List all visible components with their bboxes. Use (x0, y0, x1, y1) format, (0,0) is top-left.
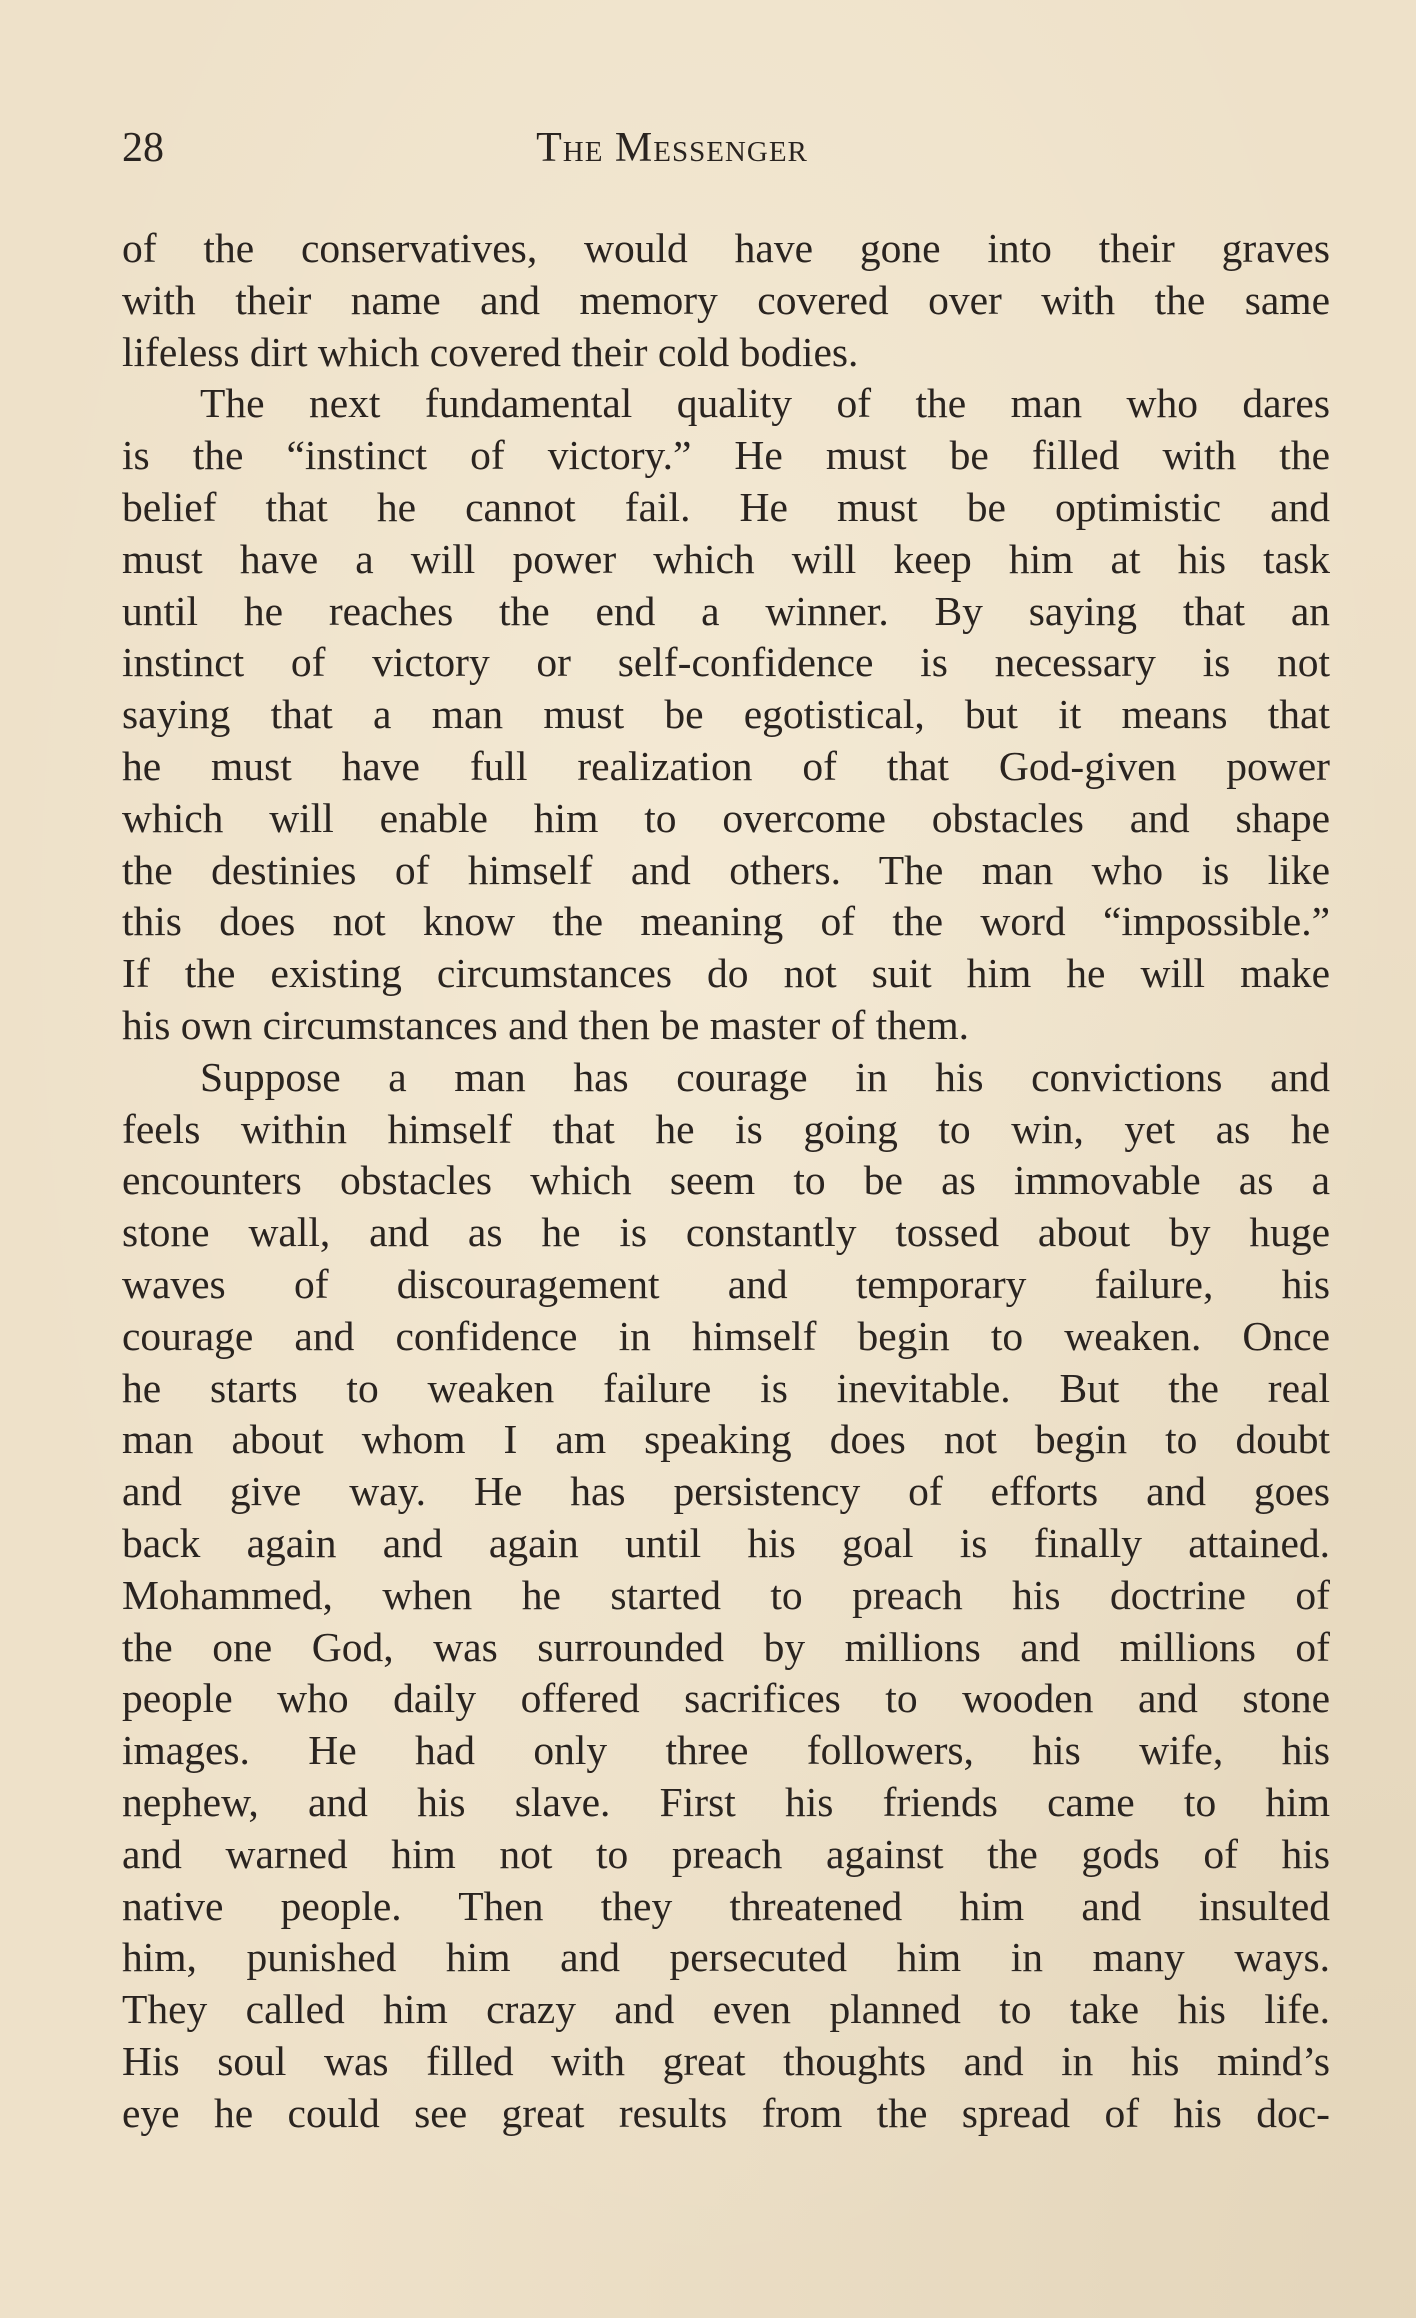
text-line: encounters obstacles which seem to be as immovable as a (122, 1157, 1330, 1204)
text-line: lifeless dirt which covered their cold bodies. (122, 328, 859, 375)
text-line: he starts to weaken failure is inevitable. But the real (122, 1364, 1330, 1411)
page-number: 28 (122, 125, 164, 171)
text-line: the one God, was surrounded by millions and millions of (122, 1623, 1330, 1670)
text-line: waves of discouragement and temporary failure, his (122, 1260, 1330, 1307)
text-line: Suppose a man has courage in his convictions and (200, 1053, 1330, 1100)
text-line: must have a will power which will keep him at his task (122, 535, 1330, 582)
running-head (122, 118, 1332, 178)
text-line: nephew, and his slave. First his friends came to him (122, 1778, 1330, 1825)
text-line: which will enable him to overcome obstacles and shape (122, 794, 1330, 841)
text-line: eye he could see great results from the spread of his doc- (122, 2089, 1330, 2136)
text-line: Mohammed, when he started to preach his doctrine of (122, 1571, 1330, 1618)
text-line: him, punished him and persecuted him in many ways. (122, 1934, 1330, 1981)
text-line: images. He had only three followers, his wife, his (122, 1727, 1330, 1774)
text-line: They called him crazy and even planned to take his life. (122, 1986, 1330, 2033)
text-line: His soul was filled with great thoughts and in his mind’s (122, 2037, 1330, 2084)
text-line: back again and again until his goal is finally attained. (122, 1519, 1330, 1566)
text-line: The next fundamental quality of the man who dares (200, 380, 1330, 427)
text-line: is the “instinct of victory.” He must be filled with the (122, 432, 1330, 479)
text-line: If the existing circumstances do not suit him he will make (122, 950, 1330, 997)
text-line: of the conservatives, would have gone into their graves (122, 225, 1330, 271)
text-line: instinct of victory or self-confidence is necessary is not (122, 639, 1330, 686)
text-line: stone wall, and as he is constantly tossed about by huge (122, 1209, 1330, 1256)
text-line: courage and confidence in himself begin to weaken. Once (122, 1312, 1330, 1359)
text-line: the destinies of himself and others. The man who is like (122, 846, 1330, 893)
running-title: The Messenger (536, 125, 808, 171)
text-line: and give way. He has persistency of efforts and goes (122, 1468, 1330, 1515)
body-text (122, 223, 1330, 2139)
text-line: feels within himself that he is going to win, yet as he (122, 1105, 1330, 1152)
text-line: his own circumstances and then be master of them. (122, 1001, 970, 1048)
text-line: saying that a man must be egotistical, but it means that (122, 691, 1330, 738)
text-line: man about whom I am speaking does not begin to doubt (122, 1416, 1330, 1463)
text-line: belief that he cannot fail. He must be optimistic and (122, 483, 1330, 530)
text-line: he must have full realization of that God-given power (122, 742, 1330, 789)
text-line: people who daily offered sacrifices to wooden and stone (122, 1675, 1330, 1722)
text-line: this does not know the meaning of the word “impossible.” (122, 898, 1330, 945)
text-line: with their name and memory covered over with the same (122, 276, 1330, 323)
text-line: native people. Then they threatened him and insulted (122, 1882, 1330, 1929)
text-line: until he reaches the end a winner. By saying that an (122, 587, 1330, 634)
text-line: and warned him not to preach against the gods of his (122, 1830, 1330, 1877)
